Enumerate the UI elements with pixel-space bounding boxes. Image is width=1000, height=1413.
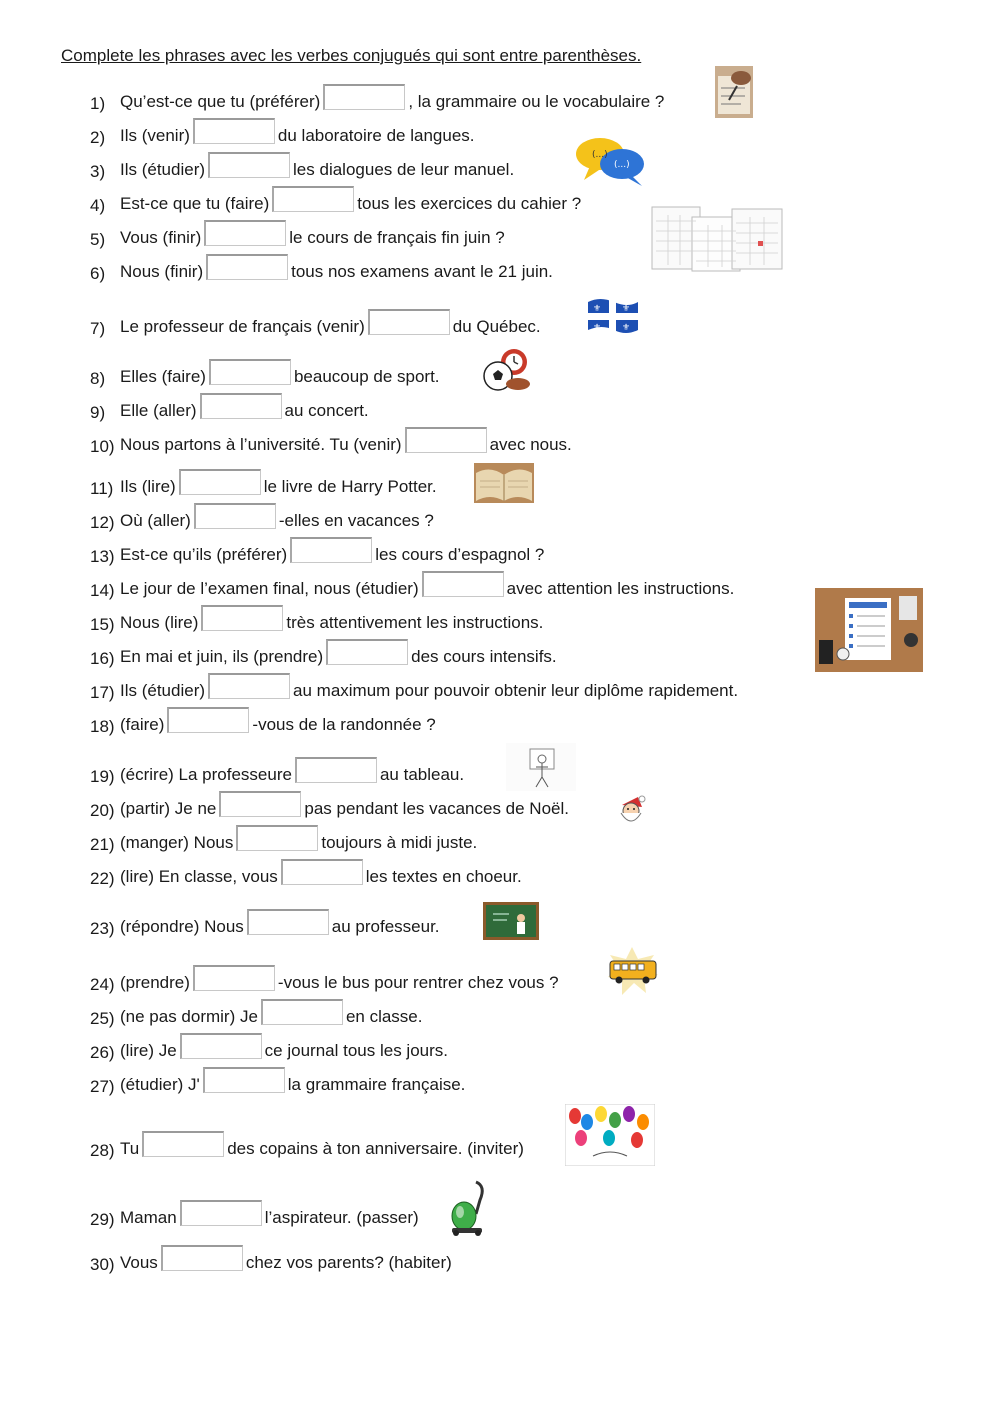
sentence-end: le livre de Harry Potter. [263,477,437,496]
exercise-item [90,671,738,703]
answer-input[interactable] [204,220,286,246]
sentence-end: avec attention les instructions. [506,579,735,598]
svg-text:⚜: ⚜ [593,323,602,333]
sentence-end: l’aspirateur. (passer) [264,1208,419,1227]
answer-input[interactable] [405,427,487,453]
sentence-end: pas pendant les vacances de Noël. [304,799,569,818]
answer-input[interactable] [326,639,408,665]
sentence-start: Nous (finir) [120,262,204,281]
sentence-start: En mai et juin, ils (prendre) [120,647,324,666]
exercise-item [90,116,475,148]
sentence-start: Où (aller) [120,511,191,530]
answer-input[interactable] [180,1200,262,1226]
exercise-item [90,603,543,635]
sentence-end: des copains à ton anniversaire. (inviter) [227,1139,524,1158]
exercise-item [90,1065,465,1097]
sentence-end: du Québec. [452,317,541,336]
open-book-icon [474,463,534,503]
answer-input[interactable] [208,673,290,699]
sentence-start: (ne pas dormir) Je [120,1007,258,1026]
svg-text:(...): (...) [614,160,630,170]
sentence-start: (prendre) [120,973,190,992]
exercise-item [90,307,541,339]
sentence-end: les dialogues de leur manuel. [293,160,515,179]
exercise-item [90,1031,448,1063]
item-number: 28) [90,1141,115,1160]
sentence-end: des cours intensifs. [411,647,557,666]
sentence-start: Qu’est-ce que tu (préférer) [120,92,321,111]
exercise-item [90,82,664,114]
answer-input[interactable] [295,757,377,783]
answer-input[interactable] [368,309,450,335]
item-number: 2) [90,128,106,147]
item-number: 8) [90,369,106,388]
answer-input[interactable] [219,791,301,817]
writing-hand-icon [715,66,753,118]
item-number: 30) [90,1255,115,1274]
exercise-item [90,857,522,889]
item-number: 29) [90,1210,115,1229]
answer-input[interactable] [167,707,249,733]
item-number: 6) [90,264,106,283]
answer-input[interactable] [194,503,276,529]
sentence-end: avec nous. [489,435,572,454]
sentence-start: (manger) Nous [120,833,234,852]
exam-desk-icon [815,588,923,672]
sentence-start: Vous (finir) [120,228,202,247]
answer-input[interactable] [209,359,291,385]
sentence-end: beaucoup de sport. [293,367,440,386]
sentence-start: Nous (lire) [120,613,199,632]
sentence-start: Le jour de l’examen final, nous (étudier) [120,579,419,598]
quebec-flag-icon [586,296,640,338]
sentence-start: Vous [120,1253,158,1272]
exercise-item [90,823,477,855]
item-number: 22) [90,869,115,888]
teacher-board-icon [506,743,576,791]
answer-input[interactable] [247,909,329,935]
exercise-item [90,1129,524,1161]
answer-input[interactable] [203,1067,285,1093]
exercise-item [90,755,464,787]
answer-input[interactable] [323,84,405,110]
item-number: 7) [90,319,106,338]
item-number: 15) [90,615,115,634]
answer-input[interactable] [206,254,288,280]
answer-input[interactable] [201,605,283,631]
item-number: 14) [90,581,115,600]
chalkboard-icon [483,902,539,940]
answer-input[interactable] [193,118,275,144]
item-number: 12) [90,513,115,532]
item-number: 19) [90,767,115,786]
svg-text:(...): (...) [592,150,608,160]
sentence-start: (écrire) La professeure [120,765,292,784]
answer-input[interactable] [261,999,343,1025]
item-number: 18) [90,717,115,736]
exercise-item [90,963,559,995]
item-number: 24) [90,975,115,994]
svg-text:⚜: ⚜ [622,323,631,333]
sentence-end: toujours à midi juste. [321,833,478,852]
item-number: 27) [90,1077,115,1096]
item-number: 17) [90,683,115,702]
sentence-start: Nous partons à l’université. Tu (venir) [120,435,402,454]
item-number: 26) [90,1043,115,1062]
sentence-start: Ils (étudier) [120,160,206,179]
answer-input[interactable] [200,393,282,419]
exercise-item [90,150,514,182]
vacuum-cleaner-icon [446,1180,488,1236]
sentence-start: Le professeur de français (venir) [120,317,365,336]
item-number: 4) [90,196,106,215]
sentence-start: (lire) En classe, vous [120,867,278,886]
exercise-item [90,569,734,601]
sentence-end: au professeur. [331,917,440,936]
exercise-item [90,218,505,250]
sentence-start: Maman [120,1208,177,1227]
exercise-item [90,425,572,457]
sentence-end: en classe. [345,1007,423,1026]
exercise-item [90,535,544,567]
answer-input[interactable] [281,859,363,885]
item-number: 10) [90,437,115,456]
santa-icon [616,795,646,827]
item-number: 3) [90,162,106,181]
item-number: 1) [90,94,106,113]
answer-input[interactable] [208,152,290,178]
birthday-balloons-icon [565,1104,655,1166]
answer-input[interactable] [180,1033,262,1059]
sentence-start: Ils (lire) [120,477,176,496]
exercise-item [90,907,440,939]
item-number: 9) [90,403,106,422]
item-number: 20) [90,801,115,820]
answer-input[interactable] [161,1245,243,1271]
school-bus-icon [604,945,660,997]
item-number: 25) [90,1009,115,1028]
sentence-end: ce journal tous les jours. [264,1041,448,1060]
sentence-start: Tu [120,1139,140,1158]
item-number: 23) [90,919,115,938]
svg-text:⚜: ⚜ [622,304,631,314]
sentence-end: au tableau. [379,765,465,784]
exercise-item [90,391,369,423]
sentence-end: les textes en choeur. [365,867,522,886]
sentence-start: Ils (venir) [120,126,190,145]
sentence-end: du laboratoire de langues. [277,126,475,145]
exercise-item [90,997,422,1029]
sentence-end: au concert. [284,401,369,420]
answer-input[interactable] [236,825,318,851]
item-number: 21) [90,835,115,854]
sports-balls-icon [478,346,532,392]
answer-input[interactable] [193,965,275,991]
exercise-item [90,252,553,284]
sentence-start: Est-ce qu’ils (préférer) [120,545,288,564]
exercise-item [90,1243,452,1275]
sentence-start: Ils (étudier) [120,681,206,700]
instruction-title: Complete les phrases avec les verbes conjugués qui sont entre parenthèses. [61,46,642,65]
sentence-end: très attentivement les instructions. [286,613,544,632]
item-number: 11) [90,479,114,498]
sentence-start: (lire) Je [120,1041,177,1060]
exercise-item [90,1198,419,1230]
exercise-item [90,501,434,533]
sentence-start: (faire) [120,715,165,734]
sentence-end: au maximum pour pouvoir obtenir leur diplôme rapidement. [293,681,739,700]
exercise-item [90,789,569,821]
sentence-end: tous les exercices du cahier ? [357,194,582,213]
calendar-sheets-icon [650,203,784,273]
sentence-start: Elles (faire) [120,367,206,386]
sentence-end: , la grammaire ou le vocabulaire ? [408,92,665,111]
speech-bubbles-icon [574,134,646,188]
exercise-item [90,467,437,499]
sentence-end: -elles en vacances ? [278,511,434,530]
sentence-end: -vous de la randonnée ? [252,715,436,734]
answer-input[interactable] [422,571,504,597]
sentence-end: la grammaire française. [287,1075,466,1094]
answer-input[interactable] [290,537,372,563]
item-number: 5) [90,230,106,249]
sentence-start: (partir) Je ne [120,799,217,818]
item-number: 13) [90,547,115,566]
sentence-start: (étudier) J' [120,1075,200,1094]
svg-text:⚜: ⚜ [593,304,602,314]
sentence-start: Elle (aller) [120,401,197,420]
answer-input[interactable] [272,186,354,212]
sentence-end: tous nos examens avant le 21 juin. [291,262,553,281]
sentence-start: (répondre) Nous [120,917,244,936]
sentence-end: -vous le bus pour rentrer chez vous ? [277,973,559,992]
exercise-item [90,184,581,216]
item-number: 16) [90,649,115,668]
exercise-item [90,705,436,737]
exercise-item [90,357,440,389]
answer-input[interactable] [179,469,261,495]
sentence-start: Est-ce que tu (faire) [120,194,270,213]
exercise-item [90,637,557,669]
sentence-end: chez vos parents? (habiter) [245,1253,452,1272]
answer-input[interactable] [142,1131,224,1157]
sentence-end: le cours de français fin juin ? [289,228,505,247]
sentence-end: les cours d’espagnol ? [375,545,545,564]
